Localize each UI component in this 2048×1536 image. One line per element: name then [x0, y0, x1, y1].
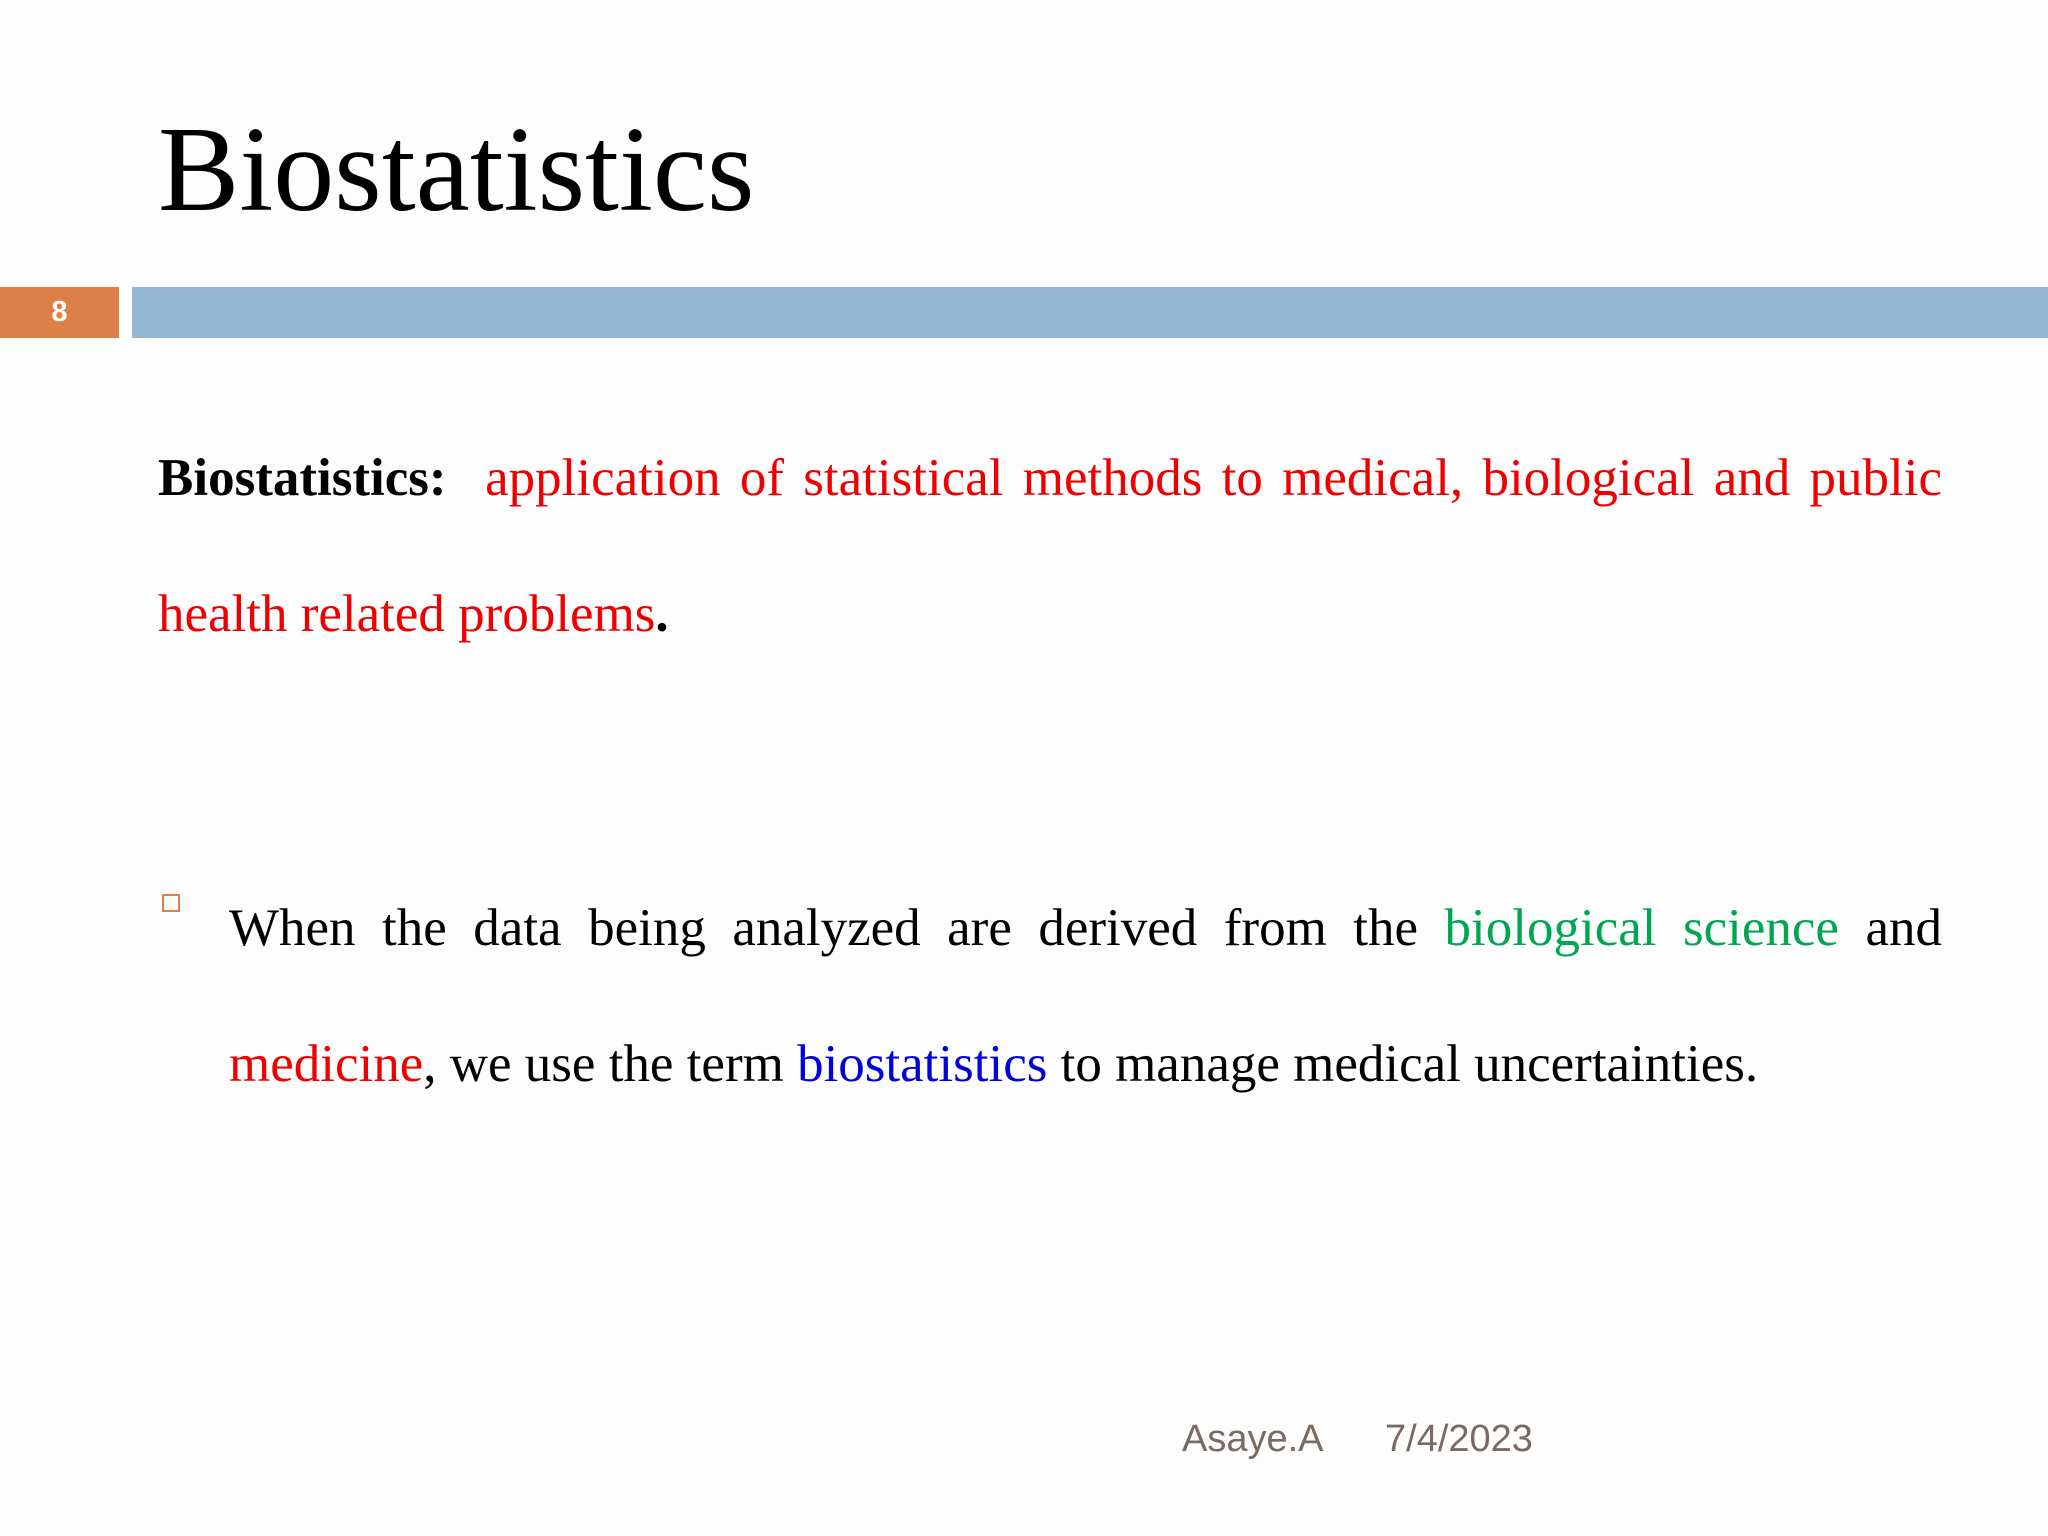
slide-title: Biostatistics — [158, 102, 755, 237]
footer-author: Asaye.A — [1182, 1418, 1324, 1460]
bullet-text-part: When the data being analyzed are derived from the — [229, 899, 1445, 957]
title-divider-bar — [132, 287, 2048, 338]
definition-term: Biostatistics: — [158, 449, 447, 507]
highlight-medicine: medicine — [229, 1035, 424, 1093]
definition-period: . — [655, 585, 669, 643]
bullet-text-part: to manage medical uncertainties. — [1047, 1035, 1759, 1093]
definition-paragraph — [158, 410, 1942, 682]
bullet-text-part: , we use the term — [423, 1035, 798, 1093]
slide-number-badge: 8 — [0, 287, 119, 338]
hollow-square-bullet-icon — [162, 894, 180, 912]
highlight-biostatistics: biostatistics — [797, 1035, 1048, 1093]
highlight-biological-science: biological science — [1444, 899, 1839, 957]
bullet-item — [158, 860, 1942, 1132]
bullet-text — [229, 860, 1942, 1132]
footer-date: 7/4/2023 — [1385, 1418, 1533, 1460]
bullet-text-part: and — [1838, 899, 1942, 957]
definition-text: application of statistical methods to medical, biological and public health related problems — [158, 449, 1942, 643]
